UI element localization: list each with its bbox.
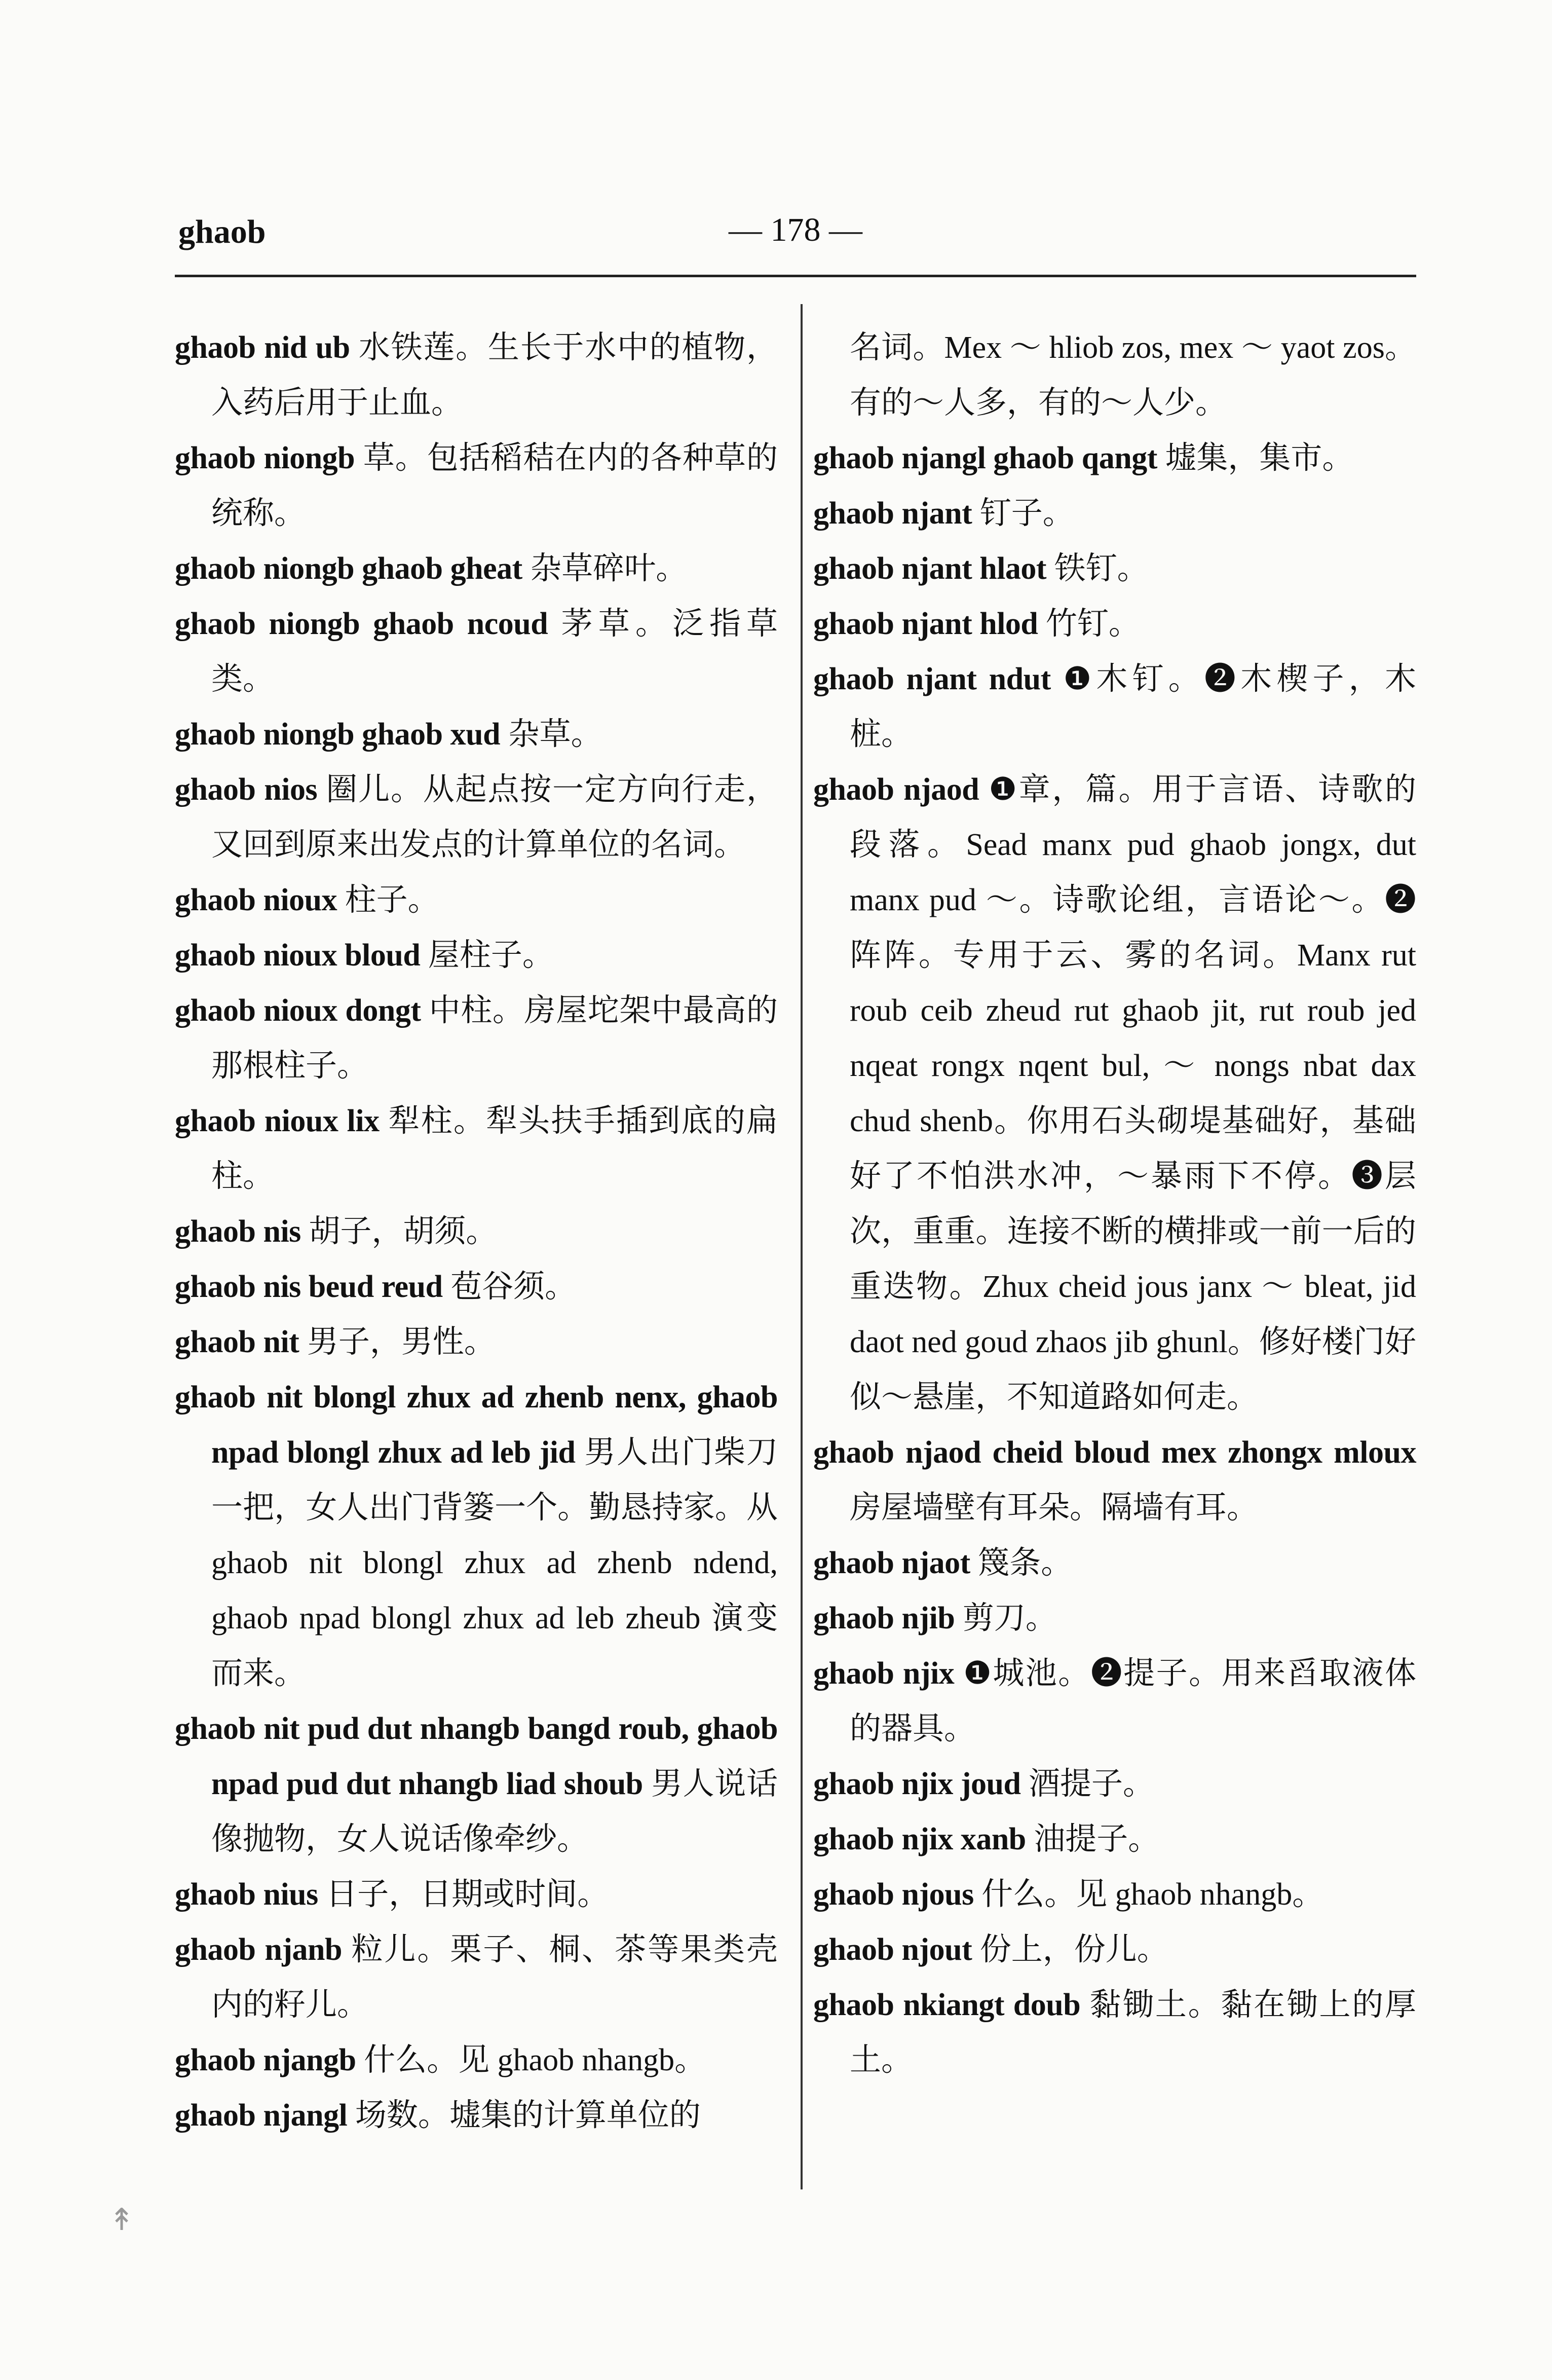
entry-headword: ghaob nit — [175, 1325, 299, 1359]
dictionary-entry — [813, 1922, 1416, 1978]
dictionary-entry — [175, 1867, 778, 1922]
dictionary-entry — [175, 1922, 778, 2033]
entry-definition: 铁钉。 — [1046, 551, 1149, 586]
entry-headword: ghaob njangl ghaob qangt — [813, 441, 1157, 475]
entry-definition: 苞谷须。 — [442, 1270, 577, 1304]
entry-headword: ghaob njous — [813, 1877, 974, 1912]
entry-headword: ghaob nit blongl zhux ad zhenb nenx, ghaob npad blongl zhux ad leb jid — [175, 1380, 778, 1470]
dictionary-entry — [813, 1867, 1416, 1922]
entry-headword: ghaob nioux bloud — [175, 938, 421, 973]
dictionary-entry — [813, 652, 1416, 762]
entry-headword: ghaob nis beud reud — [175, 1270, 443, 1304]
entry-headword: ghaob njangl — [175, 2098, 348, 2133]
entry-headword: ghaob njanb — [175, 1932, 343, 1967]
dictionary-entry — [175, 707, 778, 762]
entry-headword: ghaob nioux lix — [175, 1104, 380, 1138]
entry-definition: 男人出门柴刀一把，女人出门背篓一个。勤恳持家。从 ghaob nit blongl zhux ad zhenb ndend, ghaob npad blongl zhux ad leb zheub 演变而来。 — [211, 1435, 778, 1691]
dictionary-entry — [175, 2088, 778, 2143]
dictionary-entry — [813, 1536, 1416, 1591]
entry-headword: ghaob njant hlaot — [813, 551, 1047, 586]
entry-definition: ❶章，篇。用于言语、诗歌的段落。Sead manx pud ghaob jongx, dut manx pud ～。诗歌论组，言语论～。❷阵阵。专用于云、雾的名词。Manx rut roub ceib zheud rut ghaob jit, rut roub jed nqeat rongx nqent bul, ～ nongs nbat dax chud shenb。你用石头砌堤基础好，基础好了不怕洪水冲，～暴雨下不停。❸层次，重重。连接不断的横排或一前一后的重迭物。Zhux cheid jous janx ～ bleat, jid daot ned goud zhaos jib ghunl。修好楼门好似～悬崖，不知道路如何走。 — [850, 772, 1416, 1415]
entry-definition: 柱子。 — [337, 883, 439, 917]
dictionary-entry — [175, 1094, 778, 1204]
dictionary-entry — [813, 541, 1416, 597]
page-number: — 178 — — [729, 211, 862, 248]
dictionary-entry — [813, 431, 1416, 486]
entry-definition: 男人说话像抛物，女人说话像牵纱。 — [211, 1767, 778, 1856]
entry-definition: 份上，份儿。 — [972, 1932, 1168, 1967]
entry-headword: ghaob nis — [175, 1214, 301, 1249]
dictionary-entry — [175, 873, 778, 928]
entry-definition: 名词。Mex ～ hliob zos, mex ～ yaot zos。有的～人多，有的～人少。 — [850, 330, 1416, 420]
entry-headword: ghaob njangb — [175, 2043, 356, 2077]
dictionary-entry — [175, 320, 778, 431]
dictionary-entry — [175, 983, 778, 1094]
dictionary-entry — [175, 928, 778, 983]
entry-definition: 胡子，胡须。 — [300, 1214, 498, 1249]
dictionary-entry — [175, 1370, 778, 1701]
dictionary-entry — [813, 597, 1416, 652]
entry-definition: 墟集，集市。 — [1157, 441, 1354, 475]
entry-definition: 中柱。房屋坨架中最高的那根柱子。 — [211, 993, 778, 1083]
entry-definition: 酒提子。 — [1020, 1767, 1154, 1801]
dictionary-entry — [175, 597, 778, 707]
dictionary-entry — [813, 1812, 1416, 1867]
entry-headword: ghaob nioux dongt — [175, 993, 421, 1028]
entry-headword: ghaob niongb ghaob xud — [175, 717, 501, 752]
entry-headword: ghaob njix xanb — [813, 1822, 1026, 1856]
entry-headword: ghaob nius — [175, 1877, 318, 1912]
entry-definition: 黏锄土。黏在锄上的厚土。 — [850, 1988, 1416, 2077]
entry-definition: 竹钉。 — [1038, 607, 1140, 641]
entry-definition: 场数。墟集的计算单位的 — [347, 2098, 701, 2133]
dictionary-entry — [813, 486, 1416, 541]
entry-headword: ghaob njix — [813, 1656, 955, 1691]
dictionary-entry — [175, 762, 778, 873]
dictionary-entry — [813, 1591, 1416, 1646]
entry-headword: ghaob njaod — [813, 772, 979, 807]
entry-headword: ghaob njant hlod — [813, 607, 1038, 641]
dictionary-entry — [813, 1757, 1416, 1812]
dictionary-entry — [175, 1204, 778, 1259]
entry-definition: 剪刀。 — [955, 1601, 1057, 1635]
dictionary-entry — [813, 1978, 1416, 2088]
entry-headword: ghaob niongb ghaob gheat — [175, 551, 522, 586]
entry-definition: 日子，日期或时间。 — [318, 1877, 609, 1912]
entry-headword: ghaob njaot — [813, 1546, 970, 1580]
dictionary-entry — [813, 762, 1416, 1425]
dictionary-entry — [175, 1315, 778, 1370]
entry-headword: ghaob nkiangt doub — [813, 1988, 1081, 2022]
dictionary-entry — [175, 2033, 778, 2088]
entry-definition: ❶木钉。❷木楔子，木桩。 — [850, 662, 1416, 752]
entry-headword: ghaob niongb — [175, 441, 355, 475]
entry-definition: 茅草。泛指草类。 — [211, 607, 778, 696]
entry-definition: 什么。见 ghaob nhangb。 — [356, 2043, 706, 2077]
entry-definition: 草。包括稻秸在内的各种草的统称。 — [211, 441, 778, 531]
entry-definition: ❶城池。❷提子。用来舀取液体的器具。 — [850, 1656, 1416, 1746]
entry-headword: ghaob njib — [813, 1601, 955, 1635]
dictionary-entry — [175, 1259, 778, 1315]
entry-definition: 篾条。 — [970, 1546, 1073, 1580]
entry-definition: 钉子。 — [972, 496, 1074, 531]
entry-headword: ghaob nios — [175, 772, 318, 807]
entry-definition: 什么。见 ghaob nhangb。 — [973, 1877, 1324, 1912]
entry-definition: 油提子。 — [1026, 1822, 1160, 1856]
entry-headword: ghaob njaod cheid bloud mex zhongx mloux — [813, 1435, 1416, 1470]
entry-headword: ghaob njix joud — [813, 1767, 1021, 1801]
entry-definition: 屋柱子。 — [420, 938, 554, 973]
entry-headword: ghaob njant — [813, 496, 972, 531]
margin-mark: ↟ — [109, 2202, 135, 2238]
entry-definition: 杂草。 — [500, 717, 602, 752]
entry-definition: 犁柱。犁头扶手插到底的扁柱。 — [211, 1104, 778, 1194]
entry-definition: 房屋墙壁有耳朵。隔墙有耳。 — [850, 1491, 1259, 1525]
entry-definition: 男子，男性。 — [299, 1325, 496, 1359]
dictionary-entry — [175, 541, 778, 597]
dictionary-entry — [175, 431, 778, 541]
entry-definition: 水铁莲。生长于水中的植物，入药后用于止血。 — [211, 330, 778, 420]
entry-headword: ghaob nit pud dut nhangb bangd roub, ghaob npad pud dut nhangb liad shoub — [175, 1712, 778, 1801]
right-column — [813, 320, 1416, 2088]
dictionary-entry — [813, 1425, 1416, 1536]
entry-headword: ghaob nid ub — [175, 330, 350, 365]
entry-headword: ghaob nioux — [175, 883, 337, 917]
entry-headword: ghaob njout — [813, 1932, 972, 1967]
left-column — [175, 320, 778, 2143]
entry-definition: 粒儿。栗子、桐、茶等果类壳内的籽儿。 — [211, 1932, 778, 2022]
entry-definition: 杂草碎叶。 — [522, 551, 688, 586]
entry-definition: 圈儿。从起点按一定方向行走，又回到原来出发点的计算单位的名词。 — [211, 772, 778, 862]
column-divider — [801, 304, 803, 2189]
header-rule — [175, 275, 1416, 277]
entry-headword: ghaob njant ndut — [813, 662, 1051, 696]
running-head: ghaob — [178, 213, 266, 250]
dictionary-entry — [813, 320, 1416, 431]
dictionary-entry — [813, 1646, 1416, 1757]
entry-headword: ghaob niongb ghaob ncoud — [175, 607, 548, 641]
dictionary-entry — [175, 1701, 778, 1867]
